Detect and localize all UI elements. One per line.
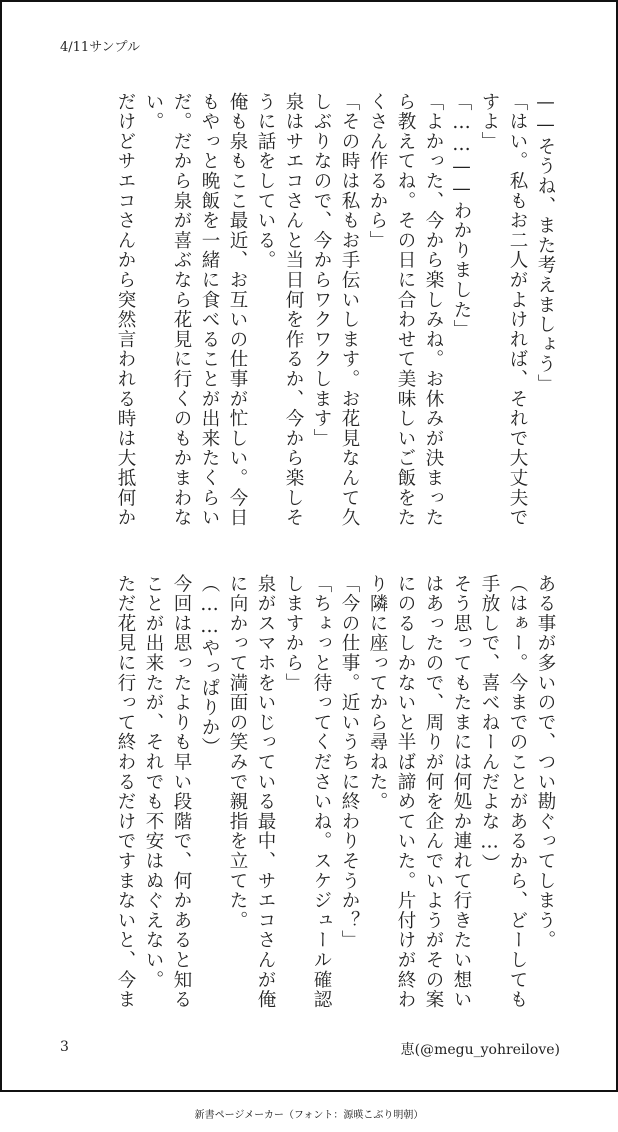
text-line: だ。だから泉が喜ぶなら花見に行くのもかまわな: [171, 92, 192, 528]
text-line: （……やっぱりか）: [199, 574, 220, 758]
text-line: 俺も泉もここ最近、お互いの仕事が忙しい。今日: [227, 92, 248, 528]
text-line: 泉はサエコさんと当日何を作るか、今から楽しそ: [283, 92, 304, 528]
text-line: 「はい。私もお二人がよければ、それで大丈夫で: [507, 92, 528, 528]
text-line: はあったので、周りが何を企んでいようがその案: [423, 574, 444, 1010]
text-line: うに話をしている。: [255, 92, 276, 271]
text-line: ことが出来たが、それでも不安はぬぐえない。: [143, 574, 164, 990]
body-text-lower: [111, 574, 559, 1010]
text-line: に向かって満面の笑みで親指を立てた。: [227, 574, 248, 931]
text-line: 「よかった、今から楽しみね。お休みが決まった: [423, 92, 444, 528]
text-line: しますから」: [283, 574, 304, 693]
text-line: 今回は思ったよりも早い段階で、何かあると知る: [171, 574, 192, 1010]
text-line: 「……——わかりました」: [451, 92, 472, 340]
text-line: ある事が多いので、つい勘ぐってしまう。: [535, 574, 556, 951]
text-line: にのるしかないと半ば諦めていた。片付けが終わ: [395, 574, 416, 1010]
text-line: だけどサエコさんから突然言われる時は大抵何か: [115, 92, 136, 528]
text-line: （はぁー。今までのことがあるから、どーしても: [507, 574, 528, 1010]
text-line: 泉がスマホをいじっている最中、サエコさんが俺: [255, 574, 276, 1010]
text-line: くさん作るから」: [367, 92, 388, 251]
text-line: 手放しで、喜べねーんだよな…）: [479, 574, 500, 874]
text-line: すよ」: [479, 92, 500, 152]
text-line: ら教えてね。その日に合わせて美味しいご飯をた: [395, 92, 416, 528]
author-credit: 恵(@megu_yohreilove): [400, 1042, 560, 1058]
text-line: そう思ってもたまには何処か連れて行きたい想い: [451, 574, 472, 1010]
text-line: り隣に座ってから尋ねた。: [367, 574, 388, 812]
text-line: ただ花見に行って終わるだけですまないと、今ま: [115, 574, 136, 1010]
text-line: 「その時は私もお手伝いします。お花見なんて久: [339, 92, 360, 528]
text-line: い。: [143, 92, 164, 132]
text-line: 「今の仕事。近いうちに終わりそうか？」: [339, 574, 360, 951]
page-number: 3: [60, 1039, 69, 1055]
text-line: しぶりなので、今からワクワクします」: [311, 92, 332, 449]
text-line: ——そうね、また考えましょう」: [535, 92, 556, 394]
text-line: 「ちょっと待ってくださいね。スケジュール確認: [311, 574, 332, 1010]
page-title: 4/11サンプル: [60, 40, 141, 55]
body-text-upper: [111, 92, 559, 528]
generator-caption: 新書ページメーカー（フォント：源暎こぶり明朝）: [194, 1110, 424, 1121]
text-line: もやっと晩飯を一緒に食べることが出来たくらい: [199, 92, 220, 528]
